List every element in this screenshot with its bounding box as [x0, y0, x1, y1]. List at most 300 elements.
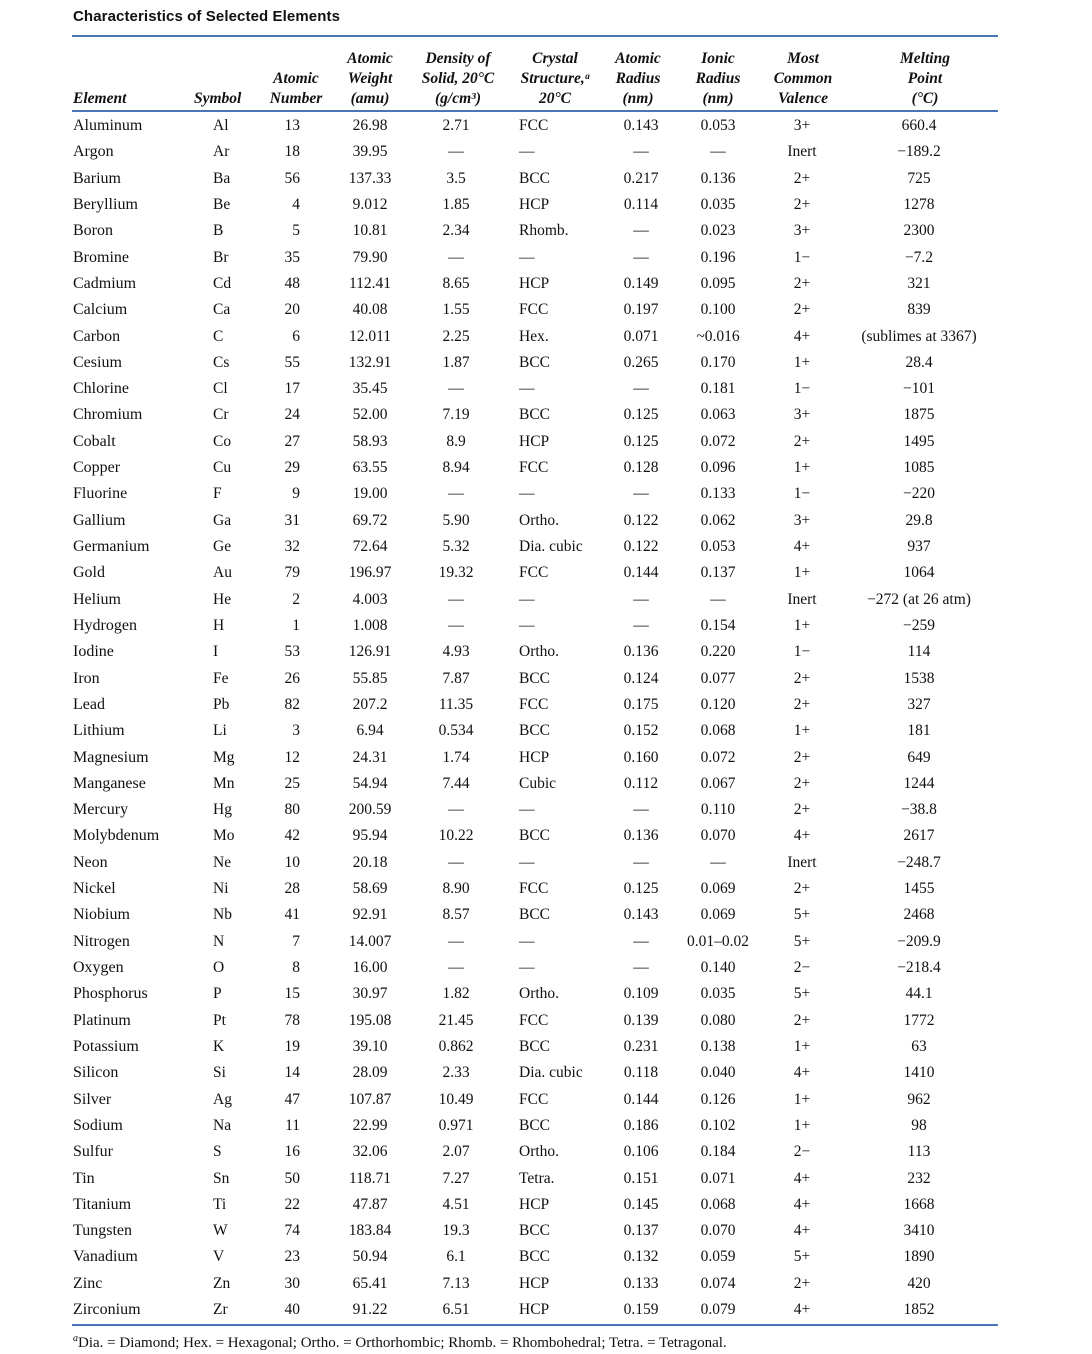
density: 2.33	[442, 1064, 470, 1082]
crystal-structure: HCP	[519, 748, 550, 766]
ionic-radius: —	[710, 143, 726, 161]
common-valence: 2+	[793, 195, 811, 213]
header-line: Common	[773, 70, 833, 87]
ionic-radius: 0.120	[700, 695, 736, 713]
element-name: Nickel	[73, 880, 116, 898]
density: 3.5	[446, 169, 466, 187]
element-symbol: Mn	[213, 774, 235, 792]
element-name: Sulfur	[73, 1143, 113, 1161]
melting-point: 660.4	[901, 117, 937, 134]
melting-point: −218.4	[897, 959, 941, 976]
crystal-structure: —	[519, 959, 535, 976]
element-symbol: Pt	[213, 1011, 226, 1029]
element-symbol: Na	[213, 1116, 232, 1134]
atomic-number: 42	[284, 827, 300, 845]
density: —	[448, 590, 464, 608]
element-symbol: N	[213, 932, 225, 950]
atomic-radius: —	[633, 616, 649, 634]
element-name: Boron	[73, 222, 113, 240]
header-line: Crystal	[532, 50, 578, 67]
atomic-number: 79	[284, 564, 300, 582]
element-name: Tungsten	[73, 1222, 132, 1240]
common-valence: 2+	[793, 432, 811, 450]
ionic-radius: 0.196	[700, 248, 736, 266]
crystal-structure: BCC	[519, 406, 551, 424]
atomic-weight: 92.91	[352, 906, 388, 924]
crystal-structure: HCP	[519, 1274, 550, 1292]
element-symbol: Zr	[213, 1301, 228, 1319]
ionic-radius: 0.154	[700, 616, 736, 634]
density: 1.74	[442, 748, 470, 766]
common-valence: 4+	[793, 1064, 811, 1082]
atomic-weight: 91.22	[352, 1301, 388, 1319]
element-name: Copper	[73, 459, 121, 477]
ionic-radius: 0.053	[700, 117, 736, 134]
common-valence: 1+	[793, 459, 811, 477]
element-name: Nitrogen	[73, 932, 130, 950]
common-valence: 1+	[793, 616, 811, 634]
table-row	[0, 1192, 1092, 1218]
common-valence: Inert	[787, 853, 817, 871]
atomic-number: 55	[284, 353, 300, 371]
header-line: Density of	[425, 50, 491, 67]
common-valence: 3+	[793, 117, 811, 134]
table-row	[0, 1139, 1092, 1165]
crystal-structure: Tetra.	[519, 1169, 555, 1187]
header-line: 20°C	[538, 90, 572, 107]
atomic-weight: 4.003	[352, 590, 388, 608]
atomic-weight: 65.41	[352, 1274, 388, 1292]
atomic-number: 53	[284, 643, 300, 661]
ionic-radius: 0.133	[700, 485, 736, 503]
ionic-radius: 0.072	[700, 748, 736, 766]
header-line: Weight	[347, 70, 393, 87]
atomic-radius: 0.114	[623, 195, 659, 213]
table-title: Characteristics of Selected Elements	[73, 8, 341, 25]
element-name: Silicon	[73, 1064, 119, 1082]
table-row	[0, 376, 1092, 402]
element-symbol: O	[213, 959, 225, 976]
density: 2.34	[442, 222, 470, 240]
melting-point: 937	[907, 538, 931, 555]
melting-point: 1495	[903, 432, 935, 450]
crystal-structure: BCC	[519, 1037, 551, 1055]
crystal-structure: BCC	[519, 1116, 551, 1134]
element-table-body	[0, 113, 1092, 1323]
atomic-radius: 0.118	[623, 1064, 659, 1082]
element-symbol: B	[213, 222, 224, 240]
atomic-number: 26	[284, 669, 300, 687]
element-name: Germanium	[73, 538, 150, 555]
melting-point: 1085	[903, 459, 935, 477]
density: 2.25	[442, 327, 470, 345]
atomic-weight: 58.93	[352, 432, 388, 450]
melting-point: 839	[907, 301, 931, 319]
header-line: (nm)	[702, 90, 734, 107]
density: 6.51	[442, 1301, 470, 1319]
atomic-number: 28	[284, 880, 300, 898]
density: —	[448, 932, 464, 950]
element-symbol: Cd	[213, 274, 232, 292]
table-row	[0, 692, 1092, 718]
header-line: Most	[787, 50, 819, 67]
melting-point: (sublimes at 3367)	[861, 327, 977, 345]
element-name: Magnesium	[73, 748, 149, 766]
table-row	[0, 771, 1092, 797]
element-name: Mercury	[73, 801, 129, 819]
melting-point: 1852	[903, 1301, 935, 1319]
table-row	[0, 613, 1092, 639]
atomic-radius: 0.125	[623, 432, 659, 450]
common-valence: Inert	[787, 590, 817, 608]
atomic-weight: 32.06	[352, 1143, 388, 1161]
common-valence: 1+	[793, 564, 811, 582]
melting-point: 1064	[903, 564, 935, 582]
ionic-radius: 0.070	[700, 827, 736, 845]
melting-point: 962	[907, 1090, 931, 1108]
atomic-radius: —	[633, 143, 649, 161]
atomic-weight: 107.87	[348, 1090, 392, 1108]
density: 4.93	[442, 643, 470, 661]
element-name: Potassium	[73, 1037, 139, 1055]
element-symbol: F	[213, 485, 222, 503]
header-line: (nm)	[622, 90, 654, 107]
density: —	[448, 485, 464, 503]
ionic-radius: 0.095	[700, 274, 736, 292]
atomic-number: 47	[284, 1090, 300, 1108]
element-name: Argon	[73, 143, 114, 161]
atomic-weight: 26.98	[352, 117, 388, 134]
crystal-structure: Ortho.	[519, 1143, 560, 1161]
element-name: Iron	[73, 669, 100, 687]
common-valence: 5+	[793, 906, 811, 924]
crystal-structure: FCC	[519, 1011, 549, 1029]
element-symbol: Ar	[213, 143, 230, 161]
atomic-number: 48	[284, 274, 300, 292]
element-symbol: V	[213, 1248, 225, 1266]
atomic-weight: 137.33	[348, 169, 392, 187]
common-valence: 1+	[793, 353, 811, 371]
melting-point: −101	[903, 380, 935, 398]
atomic-number: 82	[284, 695, 300, 713]
ionic-radius: 0.072	[700, 432, 736, 450]
ionic-radius: 0.110	[700, 801, 736, 819]
atomic-number: 19	[284, 1037, 300, 1055]
element-name: Phosphorus	[73, 985, 148, 1003]
header-line: (g/cm³)	[435, 90, 481, 107]
common-valence: 2+	[793, 169, 811, 187]
crystal-structure: —	[519, 801, 535, 819]
table-row	[0, 534, 1092, 560]
melting-point: 29.8	[905, 511, 933, 529]
header-line: Structure,ᵃ	[520, 70, 590, 87]
crystal-structure: BCC	[519, 353, 551, 371]
ionic-radius: 0.080	[700, 1011, 736, 1029]
crystal-structure: Ortho.	[519, 985, 560, 1003]
table-row	[0, 113, 1092, 139]
header-line: Valence	[778, 90, 828, 107]
ionic-radius: 0.102	[700, 1116, 736, 1134]
atomic-weight: 24.31	[352, 748, 388, 766]
crystal-structure: FCC	[519, 117, 549, 134]
common-valence: 1+	[793, 1037, 811, 1055]
element-name: Manganese	[73, 774, 146, 792]
ionic-radius: 0.068	[700, 722, 736, 740]
ionic-radius: 0.069	[700, 906, 736, 924]
crystal-structure: HCP	[519, 1301, 550, 1319]
atomic-radius: 0.143	[623, 117, 659, 134]
atomic-weight: 39.95	[352, 143, 388, 161]
element-name: Chlorine	[73, 380, 129, 398]
atomic-weight: 55.85	[352, 669, 388, 687]
density: —	[448, 143, 464, 161]
header-ionic-radius	[685, 47, 751, 109]
atomic-radius: 0.124	[623, 669, 659, 687]
element-symbol: Ni	[213, 880, 229, 898]
header-line: (amu)	[350, 90, 390, 107]
atomic-radius: —	[633, 932, 649, 950]
atomic-number: 20	[284, 301, 300, 319]
atomic-weight: 10.81	[352, 222, 388, 240]
atomic-radius: 0.152	[623, 722, 659, 740]
atomic-weight: 9.012	[352, 195, 388, 213]
atomic-weight: 1.008	[352, 616, 388, 634]
atomic-radius: 0.071	[623, 327, 659, 345]
element-symbol: Cr	[213, 406, 229, 424]
crystal-structure: HCP	[519, 1195, 550, 1213]
element-name: Gold	[73, 564, 105, 582]
header-melting-point	[880, 47, 970, 109]
atomic-weight: 14.007	[348, 932, 392, 950]
crystal-structure: FCC	[519, 1090, 549, 1108]
element-name: Carbon	[73, 327, 121, 345]
atomic-radius: 0.132	[623, 1248, 659, 1266]
density: 0.534	[438, 722, 474, 740]
crystal-structure: —	[519, 248, 535, 266]
atomic-weight: 54.94	[352, 774, 388, 792]
table-row	[0, 481, 1092, 507]
header-atomic-weight	[335, 47, 405, 109]
atomic-radius: 0.186	[623, 1116, 659, 1134]
crystal-structure: Dia. cubic	[519, 1064, 583, 1082]
atomic-number: 30	[284, 1274, 300, 1292]
density: —	[448, 248, 464, 266]
atomic-number: 50	[284, 1169, 300, 1187]
common-valence: 5+	[793, 1248, 811, 1266]
melting-point: 1772	[903, 1011, 935, 1029]
element-name: Gallium	[73, 511, 126, 529]
melting-point: 181	[907, 722, 931, 740]
ionic-radius: 0.01–0.02	[687, 932, 749, 950]
element-symbol: Nb	[213, 906, 232, 924]
density: 2.07	[442, 1143, 470, 1161]
ionic-radius: 0.096	[700, 459, 736, 477]
atomic-radius: 0.122	[623, 511, 659, 529]
atomic-number: 18	[284, 143, 300, 161]
atomic-radius: 0.136	[623, 827, 659, 845]
density: 5.32	[442, 538, 470, 555]
melting-point: 2468	[903, 906, 935, 924]
element-name: Niobium	[73, 906, 130, 924]
header-line: Ionic	[701, 50, 735, 67]
crystal-structure: Hex.	[519, 327, 549, 345]
element-symbol: Be	[213, 195, 231, 213]
header-line: Radius	[695, 70, 741, 87]
table-row	[0, 1087, 1092, 1113]
header-line: Melting	[900, 50, 950, 67]
ionic-radius: 0.067	[700, 774, 736, 792]
melting-point: −248.7	[897, 853, 941, 871]
element-symbol: S	[213, 1143, 222, 1161]
element-name: Lead	[73, 695, 105, 713]
ionic-radius: —	[710, 853, 726, 871]
table-row	[0, 1244, 1092, 1270]
element-name: Calcium	[73, 301, 128, 319]
common-valence: 2+	[793, 695, 811, 713]
atomic-radius: —	[633, 380, 649, 398]
element-name: Chromium	[73, 406, 143, 424]
ionic-radius: 0.181	[700, 380, 736, 398]
crystal-structure: BCC	[519, 827, 551, 845]
atomic-weight: 35.45	[352, 380, 388, 398]
atomic-weight: 16.00	[352, 959, 388, 976]
crystal-structure: —	[519, 380, 535, 398]
element-name: Zinc	[73, 1274, 103, 1292]
atomic-number: 32	[284, 538, 300, 555]
crystal-structure: Dia. cubic	[519, 538, 583, 555]
ionic-radius: 0.023	[700, 222, 736, 240]
melting-point: 1668	[903, 1195, 935, 1213]
common-valence: 1−	[793, 380, 811, 398]
common-valence: 2−	[793, 959, 811, 976]
crystal-structure: FCC	[519, 880, 549, 898]
atomic-weight: 50.94	[352, 1248, 388, 1266]
element-name: Zirconium	[73, 1301, 141, 1319]
ionic-radius: 0.100	[700, 301, 736, 319]
melting-point: 321	[907, 274, 931, 292]
melting-point: −189.2	[897, 143, 941, 161]
table-row	[0, 245, 1092, 271]
crystal-structure: Ortho.	[519, 643, 560, 661]
element-symbol: K	[213, 1037, 225, 1055]
crystal-structure: FCC	[519, 695, 549, 713]
header-atomic-radius	[605, 47, 671, 109]
crystal-structure: —	[519, 143, 535, 161]
element-symbol: Hg	[213, 801, 232, 819]
ionic-radius: 0.079	[700, 1301, 736, 1319]
table-row	[0, 876, 1092, 902]
atomic-radius: 0.145	[623, 1195, 659, 1213]
table-row	[0, 902, 1092, 928]
element-symbol: Cu	[213, 459, 232, 477]
atomic-weight: 52.00	[352, 406, 388, 424]
header-line: Number	[269, 90, 323, 107]
atomic-number: 5	[292, 222, 300, 240]
density: 7.19	[442, 406, 470, 424]
ionic-radius: ~0.016	[696, 327, 740, 345]
density: 8.90	[442, 880, 470, 898]
element-symbol: Ag	[213, 1090, 232, 1108]
atomic-number: 25	[284, 774, 300, 792]
element-name: Barium	[73, 169, 121, 187]
melting-point: 98	[911, 1116, 927, 1134]
atomic-number: 74	[284, 1222, 300, 1240]
atomic-weight: 63.55	[352, 459, 388, 477]
common-valence: 2+	[793, 1274, 811, 1292]
element-name: Cesium	[73, 353, 122, 371]
element-name: Fluorine	[73, 485, 128, 503]
common-valence: 3+	[793, 511, 811, 529]
table-row	[0, 745, 1092, 771]
atomic-number: 12	[284, 748, 300, 766]
melting-point: 2300	[903, 222, 935, 240]
atomic-weight: 12.011	[348, 327, 392, 345]
atomic-weight: 47.87	[352, 1195, 388, 1213]
density: 7.44	[442, 774, 470, 792]
element-name: Titanium	[73, 1195, 132, 1213]
melting-point: 725	[907, 169, 931, 187]
table-row	[0, 139, 1092, 165]
atomic-number: 35	[284, 248, 300, 266]
common-valence: 1+	[793, 1116, 811, 1134]
common-valence: 1−	[793, 248, 811, 266]
common-valence: 2+	[793, 301, 811, 319]
table-row	[0, 1113, 1092, 1139]
ionic-radius: 0.071	[700, 1169, 736, 1187]
melting-point: 63	[911, 1037, 927, 1055]
ionic-radius: 0.035	[700, 985, 736, 1003]
common-valence: 3+	[793, 406, 811, 424]
atomic-number: 16	[284, 1143, 300, 1161]
footnote-text: Dia. = Diamond; Hex. = Hexagonal; Ortho. = Orthorhombic; Rhomb. = Rhombohedral; Tetra. = Tetragonal.	[78, 1335, 727, 1351]
common-valence: 1−	[793, 643, 811, 661]
table-row	[0, 1297, 1092, 1323]
atomic-weight: 196.97	[348, 564, 392, 582]
crystal-structure: BCC	[519, 722, 551, 740]
header-density	[411, 47, 505, 109]
atomic-radius: —	[633, 222, 649, 240]
atomic-weight: 132.91	[348, 353, 392, 371]
ionic-radius: 0.074	[700, 1274, 736, 1292]
element-name: Hydrogen	[73, 616, 137, 634]
density: —	[448, 959, 464, 976]
density: 8.94	[442, 459, 470, 477]
element-name: Aluminum	[73, 117, 143, 134]
ionic-radius: 0.068	[700, 1195, 736, 1213]
element-symbol: Ca	[213, 301, 231, 319]
table-row	[0, 297, 1092, 323]
element-symbol: Sn	[213, 1169, 230, 1187]
element-symbol: Mg	[213, 748, 235, 766]
atomic-weight: 40.08	[352, 301, 388, 319]
melting-point: 1538	[903, 669, 935, 687]
element-symbol: Si	[213, 1064, 226, 1082]
common-valence: 2+	[793, 801, 811, 819]
atomic-radius: 0.149	[623, 274, 659, 292]
element-symbol: P	[213, 985, 222, 1003]
ionic-radius: 0.126	[700, 1090, 736, 1108]
atomic-number: 7	[292, 932, 300, 950]
common-valence: 4+	[793, 538, 811, 555]
header-line: Radius	[615, 70, 661, 87]
atomic-radius: 0.217	[623, 169, 659, 187]
crystal-structure: BCC	[519, 669, 551, 687]
melting-point: 113	[907, 1143, 931, 1161]
crystal-structure: —	[519, 590, 535, 608]
element-symbol: Ga	[213, 511, 232, 529]
header-crystal-structure	[512, 47, 598, 109]
crystal-structure: —	[519, 616, 535, 634]
